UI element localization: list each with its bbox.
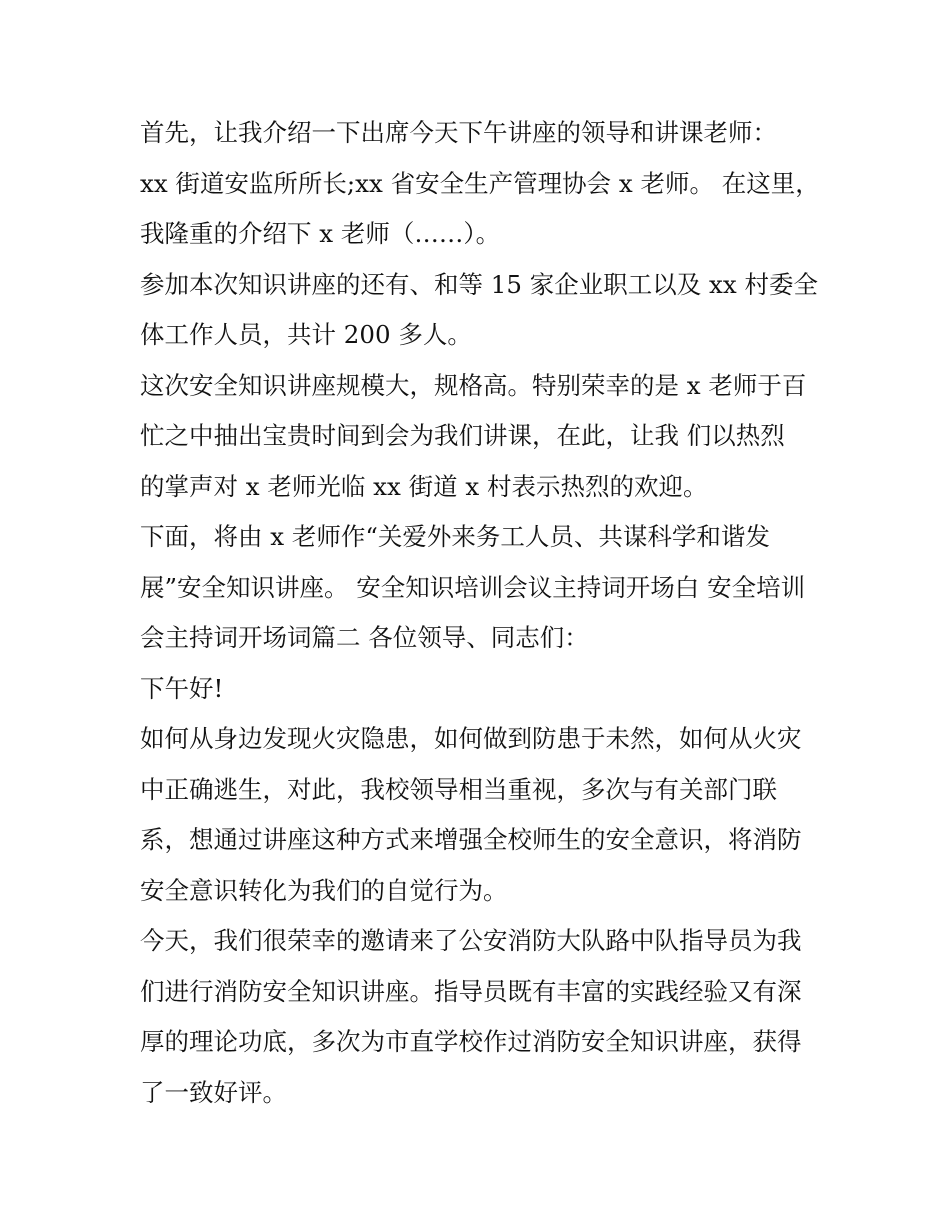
paragraph-attendees xyxy=(140,260,820,361)
paragraph-greeting xyxy=(140,664,820,715)
text-line: 下午好! xyxy=(140,673,224,703)
text-line: 首先，让我介绍一下出席今天下午讲座的领导和讲课老师： xyxy=(140,118,777,147)
text-line: 系，想通过讲座这种方式来增强全校师生的安全意识，将消防 xyxy=(140,825,802,854)
text-line: 展”安全知识讲座。 安全知识培训会议主持词开场白 安全培训 xyxy=(140,572,806,602)
text-line: 下面，将由 x 老师作“关爱外来务工人员、共谋科学和谐发 xyxy=(140,522,770,551)
text-line: 如何从身边发现火灾隐患，如何做到防患于未然，如何从火灾 xyxy=(140,724,802,753)
text-line: 今天，我们很荣幸的邀请来了公安消防大队路中队指导员为我 xyxy=(140,926,802,955)
paragraph-introduction xyxy=(140,108,820,260)
text-line: 们进行消防安全知识讲座。指导员既有丰富的实践经验又有深 xyxy=(140,976,802,1006)
paragraph-fire-safety xyxy=(140,714,820,916)
document-body xyxy=(140,108,820,1118)
text-line: 体工作人员，共计 200 多人。 xyxy=(140,320,472,349)
text-line: 安全意识转化为我们的自觉行为。 xyxy=(140,875,508,905)
text-line: 厚的理论功底，多次为市直学校作过消防安全知识讲座，获得 xyxy=(140,1027,802,1056)
paragraph-instructor xyxy=(140,916,820,1118)
text-line: 会主持词开场词篇二 各位领导、同志们： xyxy=(140,623,589,652)
paragraph-lecture-topic xyxy=(140,512,820,664)
text-line: 这次安全知识讲座规模大，规格高。特别荣幸的是 x 老师于百 xyxy=(140,370,807,400)
text-line: 忙之中抽出宝贵时间到会为我们讲课，在此，让我 们以热烈 xyxy=(140,421,785,450)
text-line: 的掌声对 x 老师光临 xx 街道 x 村表示热烈的欢迎。 xyxy=(140,471,708,501)
text-line: 我隆重的介绍下 x 老师（……）。 xyxy=(140,219,501,248)
text-line: 中正确逃生，对此，我校领导相当重视，多次与有关部门联 xyxy=(140,774,777,804)
text-line: 了一致好评。 xyxy=(140,1077,287,1107)
text-line: xx 街道安监所所长;xx 省安全生产管理协会 x 老师。 在这里， xyxy=(140,168,820,198)
text-line: 参加本次知识讲座的还有、和等 15 家企业职工以及 xx 村委全 xyxy=(140,269,818,299)
paragraph-welcome xyxy=(140,361,820,513)
